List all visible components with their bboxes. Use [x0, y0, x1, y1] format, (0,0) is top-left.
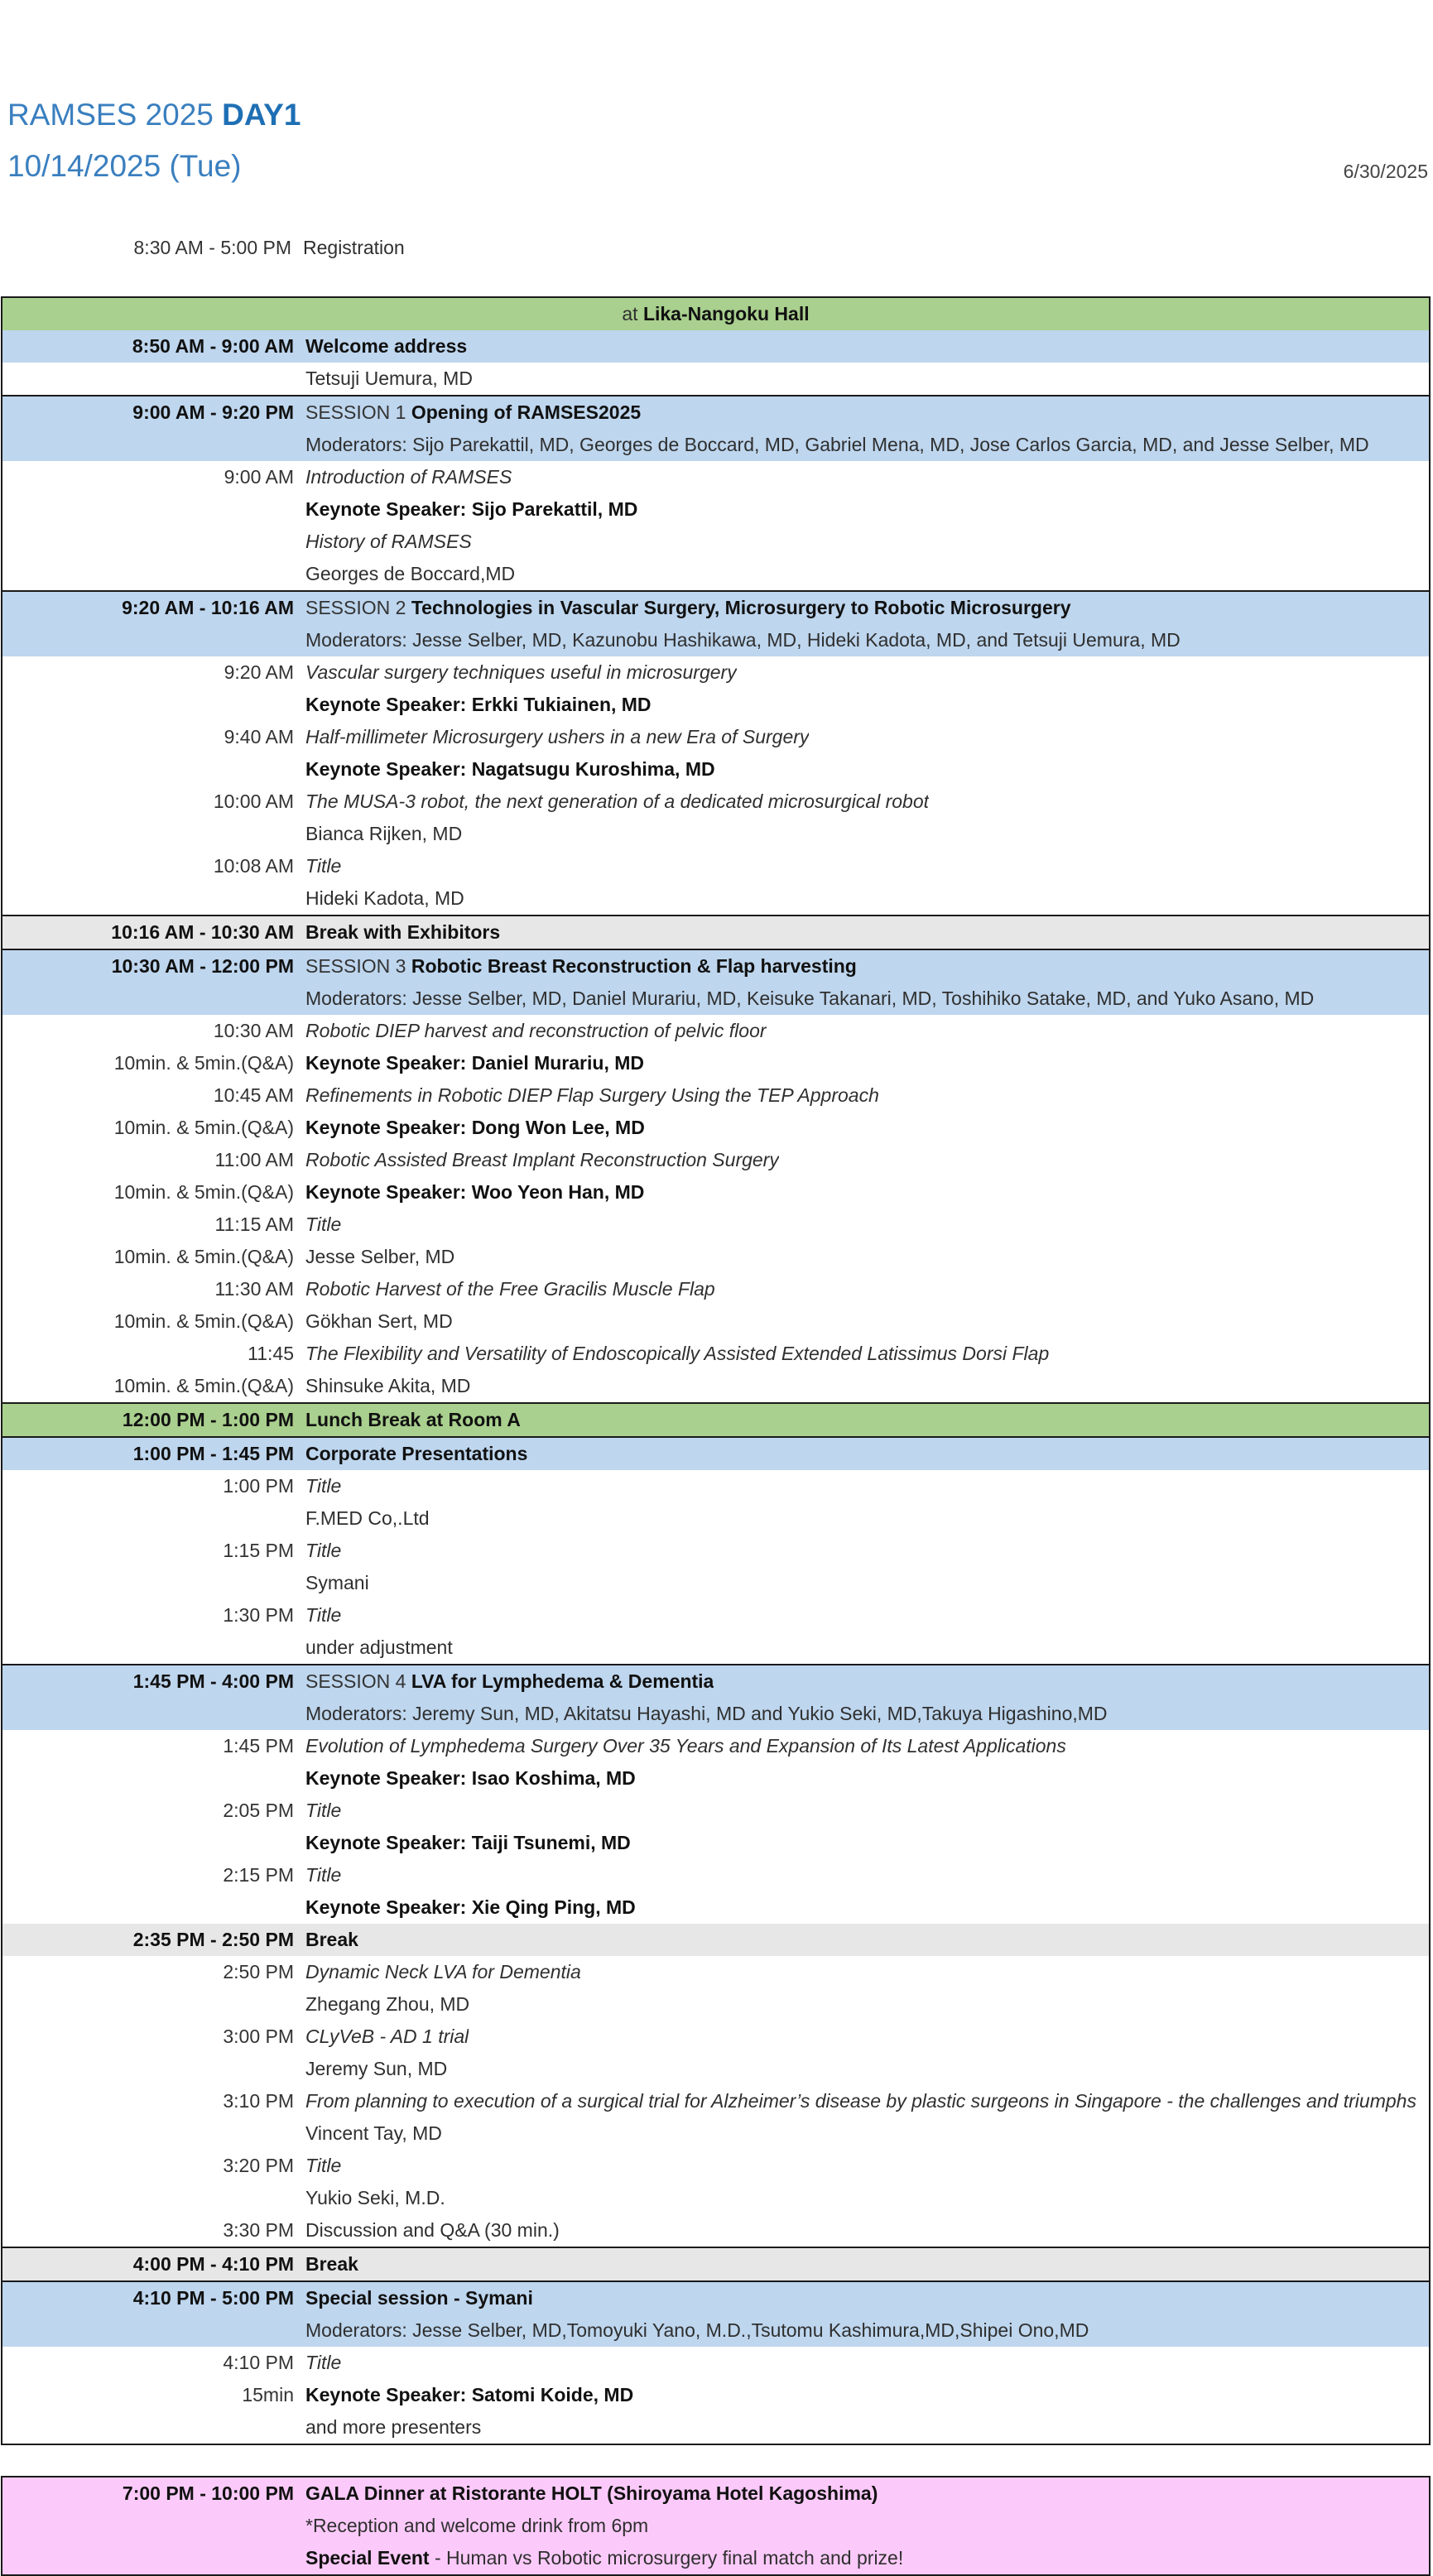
row-text: Jeremy Sun, MD: [305, 2058, 448, 2079]
schedule-row: [2, 1730, 1429, 1762]
page-title: [7, 98, 301, 132]
row-content: [297, 531, 472, 553]
row-content: [297, 1703, 1108, 1725]
schedule-row: [2, 1273, 1429, 1305]
schedule-row: [2, 1370, 1429, 1402]
row-content: [297, 1735, 1066, 1757]
row-content: [297, 758, 715, 781]
talk-title: Introduction of RAMSES: [305, 466, 512, 488]
speaker-name: Keynote Speaker: Satomi Koide, MD: [305, 2384, 634, 2405]
talk-title: Robotic DIEP harvest and reconstruction of pelvic floor: [305, 1020, 767, 1041]
row-content: [297, 1375, 470, 1397]
schedule-rows: [2, 330, 1429, 2444]
row-text: under adjustment: [305, 1636, 453, 1658]
row-content: [297, 2287, 533, 2309]
row-content: [297, 2319, 1089, 2342]
row-content: [297, 921, 500, 944]
row-content: [297, 2058, 447, 2080]
row-content: [297, 2352, 341, 2374]
row-heading: Technologies in Vascular Surgery, Microsurgery to Robotic Microsurgery: [411, 597, 1071, 618]
talk-title: Refinements in Robotic DIEP Flap Surgery Using the TEP Approach: [305, 1084, 879, 1106]
row-text: Bianca Rijken, MD: [305, 823, 463, 844]
talk-title: From planning to execution of a surgical trial for Alzheimer’s disease by plastic surgeons in Singapore - the challenges and triumphs: [305, 2090, 1416, 2112]
row-time: 9:20 AM - 10:16 AM: [122, 597, 294, 618]
row-heading: Lunch Break at Room A: [305, 1409, 521, 1430]
talk-title: Title: [305, 1604, 342, 1626]
row-time: 2:35 PM - 2:50 PM: [132, 1929, 294, 1950]
schedule-row: [2, 721, 1429, 753]
talk-title: Title: [305, 1214, 342, 1235]
venue-row: [2, 298, 1429, 330]
talk-title: Dynamic Neck LVA for Dementia: [305, 1961, 581, 1982]
row-content: [297, 2515, 648, 2537]
row-content: [297, 597, 1071, 619]
schedule-row: [2, 330, 1429, 363]
talk-title: Title: [305, 1475, 342, 1497]
row-content: [297, 1636, 453, 1659]
row-time: 10:08 AM: [213, 855, 294, 877]
row-content: [297, 2416, 481, 2439]
row-content: [297, 1670, 714, 1693]
row-content: [297, 887, 464, 910]
row-content: [297, 955, 857, 978]
row-time: 9:00 AM: [224, 466, 294, 488]
row-time: 9:00 AM - 9:20 PM: [132, 401, 294, 423]
row-content: [297, 2187, 445, 2209]
schedule-row: [2, 1079, 1429, 1112]
row-time: 11:00 AM: [214, 1149, 294, 1170]
schedule-row: [2, 1144, 1429, 1176]
schedule-row: [2, 949, 1429, 983]
schedule-row: [2, 1305, 1429, 1338]
schedule-row: [2, 1502, 1429, 1535]
venue-prefix: at: [622, 303, 638, 324]
schedule-row: [2, 1338, 1429, 1370]
talk-title: Title: [305, 855, 342, 877]
venue-name: Lika-Nangoku Hall: [642, 303, 810, 324]
row-heading: Break: [305, 2253, 358, 2275]
row-text: and more presenters: [305, 2416, 482, 2438]
title-day: DAY1: [222, 98, 301, 132]
schedule-row: [2, 1891, 1429, 1924]
row-content: [297, 1214, 341, 1236]
schedule-row: [2, 1827, 1429, 1859]
talk-title: Title: [305, 1540, 342, 1561]
row-text: Jesse Selber, MD: [305, 1246, 455, 1267]
row-time: 10min. & 5min.(Q&A): [113, 1310, 294, 1332]
talk-title: Robotic Assisted Breast Implant Reconstruction Surgery: [305, 1149, 779, 1170]
schedule-row: [2, 1956, 1429, 1988]
schedule-row: [2, 2021, 1429, 2053]
row-time: 10:00 AM: [213, 791, 294, 812]
schedule-row: [2, 1924, 1429, 1956]
row-heading: Corporate Presentations: [305, 1443, 528, 1464]
schedule-row: [2, 1112, 1429, 1144]
schedule-row: [2, 1015, 1429, 1047]
row-time: 15min: [242, 2384, 294, 2405]
row-content: [297, 1507, 430, 1530]
talk-title: Evolution of Lymphedema Surgery Over 35 Years and Expansion of Its Latest Applications: [305, 1735, 1066, 1757]
row-content: [297, 1084, 879, 1107]
row-text: Moderators: Jesse Selber, MD, Daniel Murariu, MD, Keisuke Takanari, MD, Toshihiko Satake, MD, and Yuko Asano, MD: [305, 988, 1315, 1009]
schedule-row: [2, 2247, 1429, 2280]
talk-title: Vascular surgery techniques useful in microsurgery: [305, 661, 737, 683]
row-content: [297, 1604, 341, 1627]
row-time: 1:30 PM: [223, 1604, 294, 1626]
row-text: Moderators: Jesse Selber, MD, Kazunobu Hashikawa, MD, Hideki Kadota, MD, and Tetsuji Uemura, MD: [305, 629, 1181, 651]
schedule-row: [2, 882, 1429, 915]
row-time: 3:10 PM: [223, 2090, 294, 2112]
registration-row: [0, 232, 1433, 264]
session-label: SESSION 4: [305, 1670, 406, 1692]
row-time: 11:15 AM: [214, 1214, 294, 1235]
row-heading: Opening of RAMSES2025: [411, 401, 642, 423]
row-content: [297, 401, 641, 424]
row-content: [297, 1475, 341, 1497]
schedule-row: [2, 1599, 1429, 1632]
row-time: 1:45 PM - 4:00 PM: [132, 1670, 294, 1692]
talk-title: Title: [305, 1800, 342, 1821]
row-content: [297, 988, 1314, 1010]
row-heading: LVA for Lymphedema & Dementia: [411, 1670, 714, 1692]
row-content: [297, 1572, 369, 1594]
row-time: 3:20 PM: [223, 2155, 294, 2176]
schedule-row: [2, 1209, 1429, 1241]
schedule-row: [2, 1241, 1429, 1273]
schedule-row: [2, 395, 1429, 429]
gala-table: [1, 2476, 1431, 2576]
schedule-row: [2, 429, 1429, 461]
row-time: 10:30 AM: [213, 1020, 294, 1041]
row-content: [297, 1832, 631, 1854]
row-time: 12:00 PM - 1:00 PM: [122, 1409, 294, 1430]
row-content: [297, 466, 512, 488]
schedule-row: [2, 1762, 1429, 1795]
schedule-row: [2, 1402, 1429, 1436]
schedule-row: [2, 2542, 1429, 2574]
talk-title: The Flexibility and Versatility of Endoscopically Assisted Extended Latissimus Dorsi Flap: [305, 1343, 1050, 1364]
row-time: 10:30 AM - 12:00 PM: [111, 955, 294, 977]
schedule-row: [2, 2117, 1429, 2150]
row-time: 4:10 PM - 5:00 PM: [132, 2287, 294, 2309]
schedule-row: [2, 1988, 1429, 2021]
row-time: 8:50 AM - 9:00 AM: [132, 335, 294, 357]
schedule-row: [2, 753, 1429, 786]
row-time: 2:05 PM: [223, 1800, 294, 1821]
row-text: Hideki Kadota, MD: [305, 887, 464, 909]
schedule-row: [2, 689, 1429, 721]
row-content: [297, 2547, 903, 2569]
row-time: 4:10 PM: [223, 2352, 294, 2373]
row-content: [297, 2026, 469, 2048]
row-text: Yukio Seki, M.D.: [305, 2187, 445, 2208]
schedule-row: [2, 558, 1429, 590]
row-time: 3:00 PM: [223, 2026, 294, 2047]
row-time: 11:45: [248, 1343, 294, 1364]
row-time: 1:00 PM - 1:45 PM: [132, 1443, 294, 1464]
row-content: [297, 694, 652, 716]
updated-date: 6/30/2025: [1343, 161, 1428, 182]
schedule-row: [2, 2182, 1429, 2214]
schedule-row: [2, 2347, 1429, 2379]
row-time: 7:00 PM - 10:00 PM: [122, 2482, 294, 2504]
schedule-row: [2, 526, 1429, 558]
schedule-table: [1, 296, 1431, 2445]
row-text: Gökhan Sert, MD: [305, 1310, 453, 1332]
row-content: [297, 335, 467, 358]
schedule-row: [2, 2150, 1429, 2182]
talk-title: Robotic Harvest of the Free Gracilis Muscle Flap: [305, 1278, 715, 1300]
row-content: [297, 1864, 341, 1886]
row-content: [297, 1409, 521, 1431]
row-text: Moderators: Jesse Selber, MD,Tomoyuki Yano, M.D.,Tsutomu Kashimura,MD,Shipei Ono,MD: [305, 2319, 1089, 2341]
row-text: - Human vs Robotic microsurgery final match and prize!: [429, 2547, 904, 2569]
row-time: 1:45 PM: [223, 1735, 294, 1757]
speaker-name: Keynote Speaker: Nagatsugu Kuroshima, MD: [305, 758, 715, 780]
speaker-name: Keynote Speaker: Woo Yeon Han, MD: [305, 1181, 645, 1203]
row-content: [297, 1929, 358, 1951]
row-content: [297, 791, 929, 813]
schedule-row: [2, 493, 1429, 526]
speaker-name: Keynote Speaker: Daniel Murariu, MD: [305, 1052, 644, 1074]
row-content: [297, 2253, 358, 2276]
schedule-row: [2, 1632, 1429, 1664]
row-content: [297, 1443, 527, 1465]
row-content: [297, 1310, 453, 1333]
talk-title: Title: [305, 1864, 342, 1886]
talk-title: CLyVeB - AD 1 trial: [305, 2026, 469, 2047]
schedule-row: [2, 461, 1429, 493]
schedule-row: [2, 656, 1429, 689]
row-content: [297, 563, 515, 585]
gala-rows: [2, 2477, 1429, 2574]
row-text: Zhegang Zhou, MD: [305, 1993, 470, 2015]
schedule-row: [2, 2510, 1429, 2542]
row-content: [297, 1540, 341, 1562]
schedule-row: [2, 2477, 1429, 2510]
row-heading: Break: [305, 1929, 358, 1950]
row-time: 1:00 PM: [223, 1475, 294, 1497]
row-heading: Break with Exhibitors: [305, 921, 501, 943]
row-time: 9:40 AM: [224, 726, 294, 747]
row-heading: Special session - Symani: [305, 2287, 533, 2309]
row-time: 10min. & 5min.(Q&A): [113, 1052, 294, 1074]
schedule-row: [2, 983, 1429, 1015]
row-text: Tetsuji Uemura, MD: [305, 368, 473, 389]
speaker-name: Keynote Speaker: Erkki Tukiainen, MD: [305, 694, 652, 715]
row-time: 10:45 AM: [213, 1084, 294, 1106]
row-time: 11:30 AM: [214, 1278, 294, 1300]
row-text: Moderators: Jeremy Sun, MD, Akitatsu Hayashi, MD and Yukio Seki, MD,Takuya Higashino,MD: [305, 1703, 1108, 1724]
row-text: Symani: [305, 1572, 369, 1593]
speaker-name: Special Event: [305, 2547, 430, 2569]
schedule-row: [2, 786, 1429, 818]
row-heading: Welcome address: [305, 335, 468, 357]
row-text: Georges de Boccard,MD: [305, 563, 516, 584]
schedule-row: [2, 850, 1429, 882]
schedule-row: [2, 1436, 1429, 1470]
row-text: Vincent Tay, MD: [305, 2122, 442, 2144]
row-text: Discussion and Q&A (30 min.): [305, 2219, 560, 2241]
schedule-row: [2, 1047, 1429, 1079]
talk-title: Half-millimeter Microsurgery ushers in a new Era of Surgery: [305, 726, 810, 747]
row-content: [297, 2155, 341, 2177]
row-content: [297, 1246, 454, 1268]
row-time: 10min. & 5min.(Q&A): [113, 1181, 294, 1203]
session-label: SESSION 3: [305, 955, 406, 977]
schedule-row: [2, 363, 1429, 395]
row-content: [297, 2482, 878, 2505]
row-content: [297, 1896, 636, 1919]
talk-title: Title: [305, 2352, 342, 2373]
row-content: [297, 2122, 442, 2145]
schedule-row: [2, 2214, 1429, 2247]
row-content: [297, 1020, 767, 1042]
schedule-row: [2, 590, 1429, 624]
schedule-row: [2, 1470, 1429, 1502]
event-date: 10/14/2025 (Tue): [7, 149, 242, 183]
row-time: 2:15 PM: [223, 1864, 294, 1886]
row-content: [297, 1800, 341, 1822]
row-time: 10min. & 5min.(Q&A): [113, 1117, 294, 1138]
row-text: Moderators: Sijo Parekattil, MD, Georges de Boccard, MD, Gabriel Mena, MD, Jose Carlos Garcia, MD, and Jesse Selber, MD: [305, 434, 1369, 455]
talk-title: The MUSA-3 robot, the next generation of a dedicated microsurgical robot: [305, 791, 930, 812]
row-content: [297, 2219, 560, 2242]
row-content: [297, 1117, 645, 1139]
row-content: [297, 2090, 1416, 2112]
row-content: [297, 1993, 469, 2016]
registration-time: 8:30 AM - 5:00 PM: [133, 237, 291, 258]
schedule-row: [2, 2085, 1429, 2117]
schedule-row: [2, 1664, 1429, 1698]
row-time: 10min. & 5min.(Q&A): [113, 1375, 294, 1396]
row-content: [297, 1278, 715, 1300]
row-time: 4:00 PM - 4:10 PM: [132, 2253, 294, 2275]
schedule-row: [2, 2280, 1429, 2314]
row-content: [297, 1181, 644, 1204]
schedule-row: [2, 2379, 1429, 2411]
schedule-row: [2, 1795, 1429, 1827]
row-content: [297, 2384, 633, 2406]
row-content: [297, 1767, 636, 1790]
row-content: [297, 726, 809, 748]
row-content: [297, 1052, 644, 1074]
registration-label: Registration: [303, 237, 405, 258]
row-content: [297, 823, 462, 845]
row-text: *Reception and welcome drink from 6pm: [305, 2515, 649, 2536]
speaker-name: Keynote Speaker: Isao Koshima, MD: [305, 1767, 636, 1789]
row-time: 3:30 PM: [223, 2219, 294, 2241]
row-content: [297, 661, 737, 684]
speaker-name: Keynote Speaker: Xie Qing Ping, MD: [305, 1896, 636, 1918]
row-content: [297, 498, 637, 521]
schedule-row: [2, 915, 1429, 949]
row-content: [297, 855, 341, 877]
schedule-row: [2, 1567, 1429, 1599]
talk-title: Title: [305, 2155, 342, 2176]
schedule-row: [2, 1698, 1429, 1730]
row-heading: Robotic Breast Reconstruction & Flap harvesting: [411, 955, 857, 977]
row-content: [297, 1343, 1049, 1365]
schedule-row: [2, 624, 1429, 656]
row-content: [297, 1961, 581, 1983]
speaker-name: Keynote Speaker: Dong Won Lee, MD: [305, 1117, 645, 1138]
row-time: 2:50 PM: [223, 1961, 294, 1982]
row-text: Shinsuke Akita, MD: [305, 1375, 471, 1396]
schedule-row: [2, 2314, 1429, 2347]
row-time: 10min. & 5min.(Q&A): [113, 1246, 294, 1267]
schedule-row: [2, 1176, 1429, 1209]
session-label: SESSION 1: [305, 401, 406, 423]
schedule-row: [2, 1859, 1429, 1891]
row-time: 10:16 AM - 10:30 AM: [111, 921, 294, 943]
schedule-row: [2, 2411, 1429, 2444]
schedule-row: [2, 1535, 1429, 1567]
speaker-name: Keynote Speaker: Taiji Tsunemi, MD: [305, 1832, 631, 1853]
schedule-row: [2, 818, 1429, 850]
row-time: 1:15 PM: [223, 1540, 294, 1561]
row-heading: GALA Dinner at Ristorante HOLT (Shiroyama Hotel Kagoshima): [305, 2482, 878, 2504]
talk-title: History of RAMSES: [305, 531, 472, 552]
session-label: SESSION 2: [305, 597, 406, 618]
row-time: 9:20 AM: [224, 661, 294, 683]
row-content: [297, 629, 1181, 651]
row-content: [297, 368, 473, 390]
title-prefix: RAMSES 2025: [7, 98, 214, 132]
row-content: [297, 434, 1369, 456]
row-text: F.MED Co,.Ltd: [305, 1507, 430, 1529]
row-content: [297, 1149, 779, 1171]
speaker-name: Keynote Speaker: Sijo Parekattil, MD: [305, 498, 638, 520]
schedule-row: [2, 2053, 1429, 2085]
